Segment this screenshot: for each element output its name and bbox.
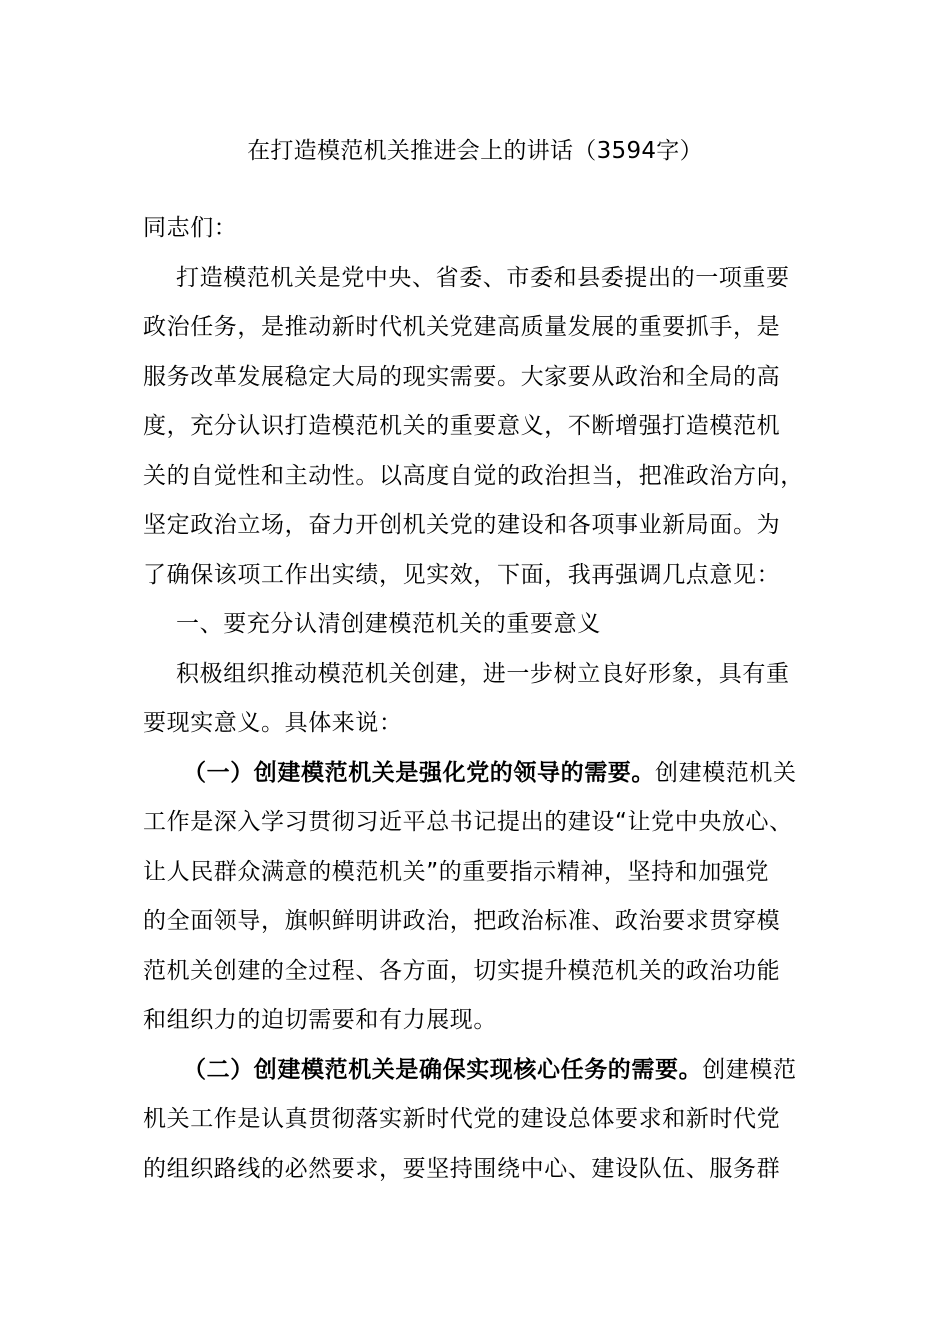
paragraph-line: 了确保该项工作出实绩，见实效，下面，我再强调几点意见： [143, 561, 781, 588]
subsection-line [143, 749, 806, 799]
document-title: 在打造模范机关推进会上的讲话（3594字） [247, 138, 703, 164]
paragraph-line: 要现实意义。具体来说： [143, 710, 403, 736]
paragraph-line: 服务改革发展稳定大局的现实需要。大家要从政治和全局的高 [143, 363, 781, 390]
subsection-text: 创建模范机关 [655, 759, 797, 786]
document-body [143, 204, 806, 1194]
paragraph-line: 关的自觉性和主动性。以高度自觉的政治担当，把准政治方向， [143, 462, 804, 489]
paragraph-line: 政治任务，是推动新时代机关党建高质量发展的重要抓手，是 [143, 314, 781, 340]
greeting: 同志们： [143, 215, 238, 241]
paragraph-line: 和组织力的迫切需要和有力展现。 [143, 1007, 497, 1033]
paragraph-line: 的组织路线的必然要求，要坚持围绕中心、建设队伍、服务群 [143, 1155, 781, 1182]
section-heading: 一、要充分认清创建模范机关的重要意义 [176, 611, 601, 637]
paragraph-line: 让人民群众满意的模范机关”的重要指示精神，坚持和加强党 [143, 858, 770, 885]
paragraph-line: 的全面领导，旗帜鲜明讲政治，把政治标准、政治要求贯穿模 [143, 908, 781, 934]
subsection-heading: （二）创建模范机关是确保实现核心任务的需要。 [183, 1056, 703, 1083]
subsection-text: 创建模范 [702, 1056, 797, 1083]
paragraph-line: 积极组织推动模范机关创建，进一步树立良好形象，具有重 [176, 660, 790, 687]
paragraph-line: 打造模范机关是党中央、省委、市委和县委提出的一项重要 [176, 264, 790, 291]
paragraph-line: 工作是深入学习贯彻习近平总书记提出的建设“让党中央放心、 [143, 809, 793, 835]
paragraph-line: 范机关创建的全过程、各方面，切实提升模范机关的政治功能 [143, 957, 781, 984]
subsection-line [143, 1046, 806, 1096]
paragraph-line: 度，充分认识打造模范机关的重要意义，不断增强打造模范机 [143, 413, 781, 439]
paragraph-line: 坚定政治立场，奋力开创机关党的建设和各项事业新局面。为 [143, 512, 781, 538]
paragraph-line: 机关工作是认真贯彻落实新时代党的建设总体要求和新时代党 [143, 1106, 781, 1132]
subsection-heading: （一）创建模范机关是强化党的领导的需要。 [183, 759, 655, 786]
